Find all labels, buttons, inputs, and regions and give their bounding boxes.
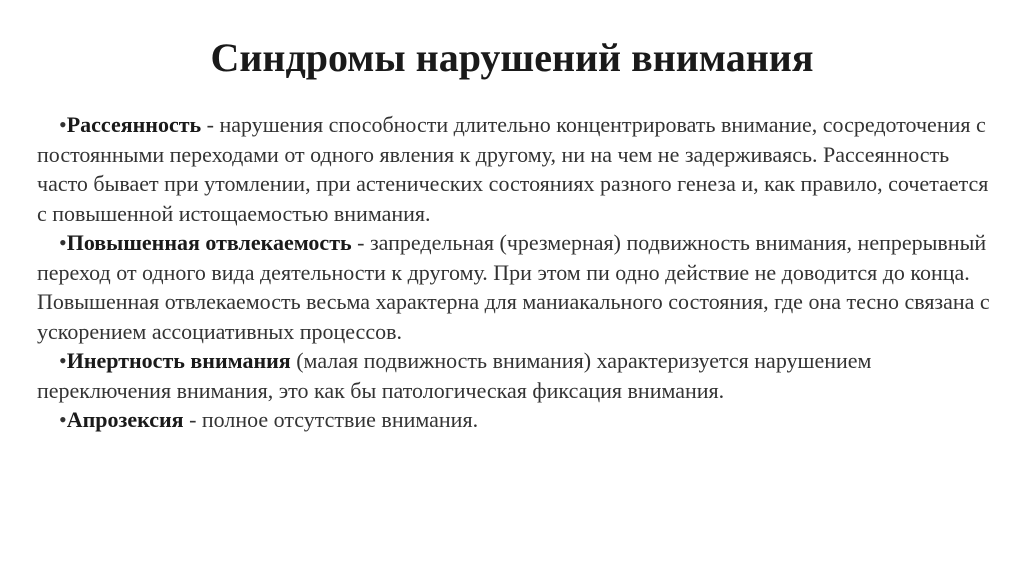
- definition-rasseyannost: - нарушения способности длительно концентрировать внимание, сосредоточения с постоянными переходами от одного явления к другому, ни на чем не задерживаясь. Рассеянность часто бывает при утомлении, при астенических состояниях разного генеза и, как правило, сочетается с повышенной истощаемостью внимания.: [37, 112, 989, 226]
- definition-otvlekaemost: - запредельная (чрезмерная) подвижность внимания, непрерывный переход от одного вида деятельности к другому. При этом пи одно действие не доводится до конца. Повышенная отвлекаемость весьма характерна для маниакального состояния, где она тесно связана с ускорением ассоциативных процессов.: [37, 230, 990, 344]
- slide-title: Синдромы нарушений внимания: [210, 35, 814, 80]
- definition-aprozeksiya: - полное отсутствие внимания.: [183, 407, 479, 432]
- bullet-marker: •: [59, 230, 67, 255]
- bullet-marker: •: [59, 348, 67, 373]
- term-inertnost: Инертность внимания: [66, 348, 291, 373]
- list-item-otvlekaemost: [37, 228, 997, 346]
- list-item-inertnost: [37, 346, 997, 405]
- term-otvlekaemost: Повышенная отвлекаемость: [66, 230, 352, 255]
- bullet-marker: •: [59, 407, 67, 432]
- term-aprozeksiya: Апрозексия: [66, 407, 184, 432]
- slide-content: [37, 110, 997, 435]
- term-rasseyannost: Рассеянность: [66, 112, 202, 137]
- definition-inertnost: (малая подвижность внимания) характеризуется нарушением переключения внимания, это как бы патологическая фиксация внимания.: [37, 348, 872, 403]
- list-item-aprozeksiya: [37, 405, 997, 435]
- bullet-marker: •: [59, 112, 67, 137]
- list-item-rasseyannost: [37, 110, 997, 228]
